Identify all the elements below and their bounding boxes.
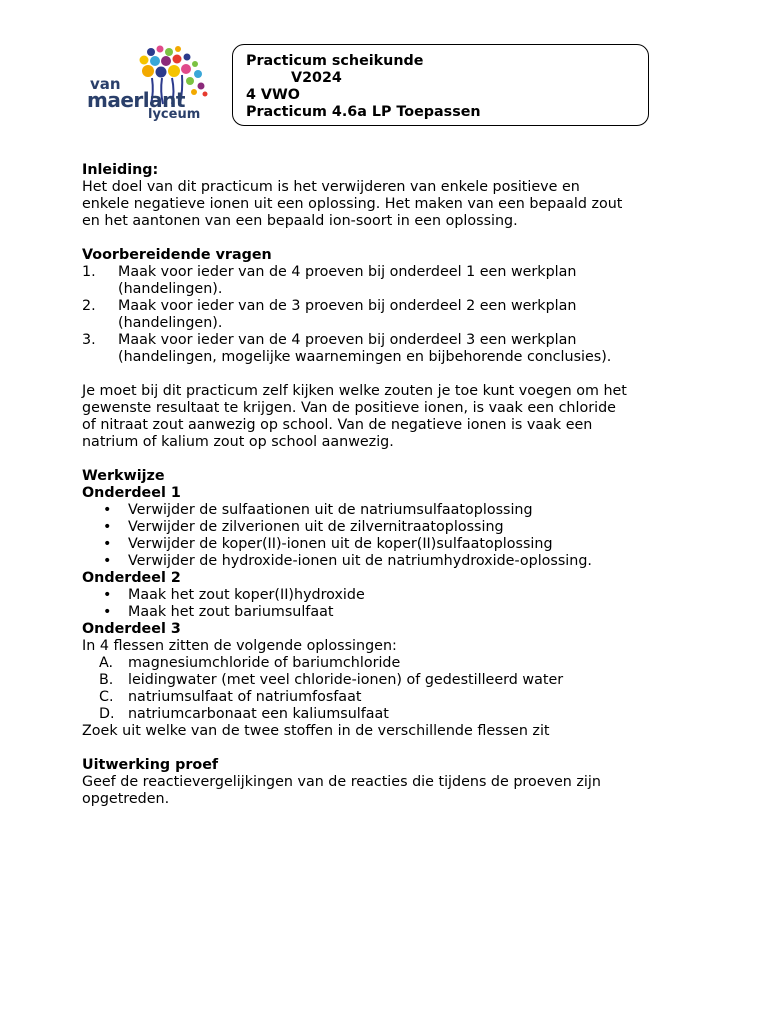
list-item-text: Verwijder de hydroxide-ionen uit de natriumhydroxide-oplossing. <box>128 553 592 569</box>
bullet: • <box>103 553 112 569</box>
school-logo <box>82 44 212 124</box>
logo-text-van: van <box>90 75 121 93</box>
list-item <box>82 706 702 723</box>
uitwerking-line: Geef de reactievergelijkingen van de reacties die tijdens de proeven zijn <box>82 774 601 790</box>
list-item <box>82 264 702 298</box>
list-item-text: magnesiumchloride of bariumchloride <box>128 655 401 671</box>
list-letter: A. <box>99 655 114 671</box>
list-item-text: Verwijder de zilverionen uit de zilvernitraatoplossing <box>128 519 504 535</box>
list-item-text: Maak voor ieder van de 4 proeven bij onderdeel 1 een werkplan <box>118 264 577 280</box>
onderdeel3-heading: Onderdeel 3 <box>82 621 181 637</box>
header-class: 4 VWO <box>246 87 300 103</box>
onderdeel2-heading: Onderdeel 2 <box>82 570 181 586</box>
list-letter: B. <box>99 672 114 688</box>
list-letter: D. <box>99 706 115 722</box>
list-item <box>82 553 702 570</box>
list-number: 2. <box>82 298 96 314</box>
list-number: 1. <box>82 264 96 280</box>
list-item <box>82 298 702 332</box>
onderdeel1-heading: Onderdeel 1 <box>82 485 181 501</box>
list-item-text: Maak voor ieder van de 4 proeven bij onderdeel 3 een werkplan <box>118 332 577 348</box>
voorbereidend-list <box>82 264 702 366</box>
bullet: • <box>103 536 112 552</box>
list-item-text: natriumcarbonaat een kaliumsulfaat <box>128 706 389 722</box>
onderdeel3-list <box>82 655 702 723</box>
list-letter: C. <box>99 689 114 705</box>
werkwijze-heading: Werkwijze <box>82 468 165 484</box>
bullet: • <box>103 502 112 518</box>
list-item-text: (handelingen). <box>118 281 223 297</box>
list-item <box>82 672 702 689</box>
list-item-text: leidingwater (met veel chloride-ionen) of gedestilleerd water <box>128 672 564 688</box>
list-item <box>82 689 702 706</box>
onderdeel1-list <box>82 502 702 570</box>
header-practicum-title: Practicum 4.6a LP Toepassen <box>246 104 481 120</box>
uitleg-line: gewenste resultaat te krijgen. Van de positieve ionen, is vaak een chloride <box>82 400 616 416</box>
header-course: Practicum scheikunde <box>246 53 424 69</box>
inleiding-heading: Inleiding: <box>82 162 159 178</box>
list-item-text: Verwijder de sulfaationen uit de natriumsulfaatoplossing <box>128 502 533 518</box>
uitwerking-heading: Uitwerking proef <box>82 757 219 773</box>
list-item-text: Maak voor ieder van de 3 proeven bij onderdeel 2 een werkplan <box>118 298 577 314</box>
list-number: 3. <box>82 332 96 348</box>
uitleg-line: of nitraat zout aanwezig op school. Van de negatieve ionen is vaak een <box>82 417 593 433</box>
uitleg-line: Je moet bij dit practicum zelf kijken welke zouten je toe kunt voegen om het <box>82 383 627 399</box>
uitwerking-line: opgetreden. <box>82 791 170 807</box>
list-item-text: (handelingen, mogelijke waarnemingen en bijbehorende conclusies). <box>118 349 612 365</box>
voorbereidend-heading: Voorbereidende vragen <box>82 247 272 263</box>
onderdeel3-outro: Zoek uit welke van de twee stoffen in de verschillende flessen zit <box>82 723 550 739</box>
uitleg-line: natrium of kalium zout op school aanwezig. <box>82 434 394 450</box>
list-item <box>82 604 702 621</box>
inleiding-line: enkele negatieve ionen uit een oplossing. Het maken van een bepaald zout <box>82 196 623 212</box>
bullet: • <box>103 587 112 603</box>
list-item <box>82 655 702 672</box>
header-box <box>232 44 649 126</box>
list-item-text: Maak het zout bariumsulfaat <box>128 604 334 620</box>
onderdeel3-intro: In 4 flessen zitten de volgende oplossingen: <box>82 638 397 654</box>
header-version: V2024 <box>291 70 342 86</box>
list-item <box>82 502 702 519</box>
document-body <box>82 162 702 808</box>
list-item <box>82 332 702 366</box>
bullet: • <box>103 604 112 620</box>
inleiding-line: en het aantonen van een bepaald ion-soort in een oplossing. <box>82 213 518 229</box>
inleiding-line: Het doel van dit practicum is het verwijderen van enkele positieve en <box>82 179 580 195</box>
bullet: • <box>103 519 112 535</box>
logo-text-lyceum: lyceum <box>148 107 201 122</box>
list-item <box>82 536 702 553</box>
list-item-text: Verwijder de koper(II)-ionen uit de koper(II)sulfaatoplossing <box>128 536 553 552</box>
onderdeel2-list <box>82 587 702 621</box>
list-item-text: (handelingen). <box>118 315 223 331</box>
list-item <box>82 519 702 536</box>
list-item-text: Maak het zout koper(II)hydroxide <box>128 587 365 603</box>
list-item-text: natriumsulfaat of natriumfosfaat <box>128 689 362 705</box>
logo-text-maerlant: maerlant <box>87 88 185 112</box>
list-item <box>82 587 702 604</box>
